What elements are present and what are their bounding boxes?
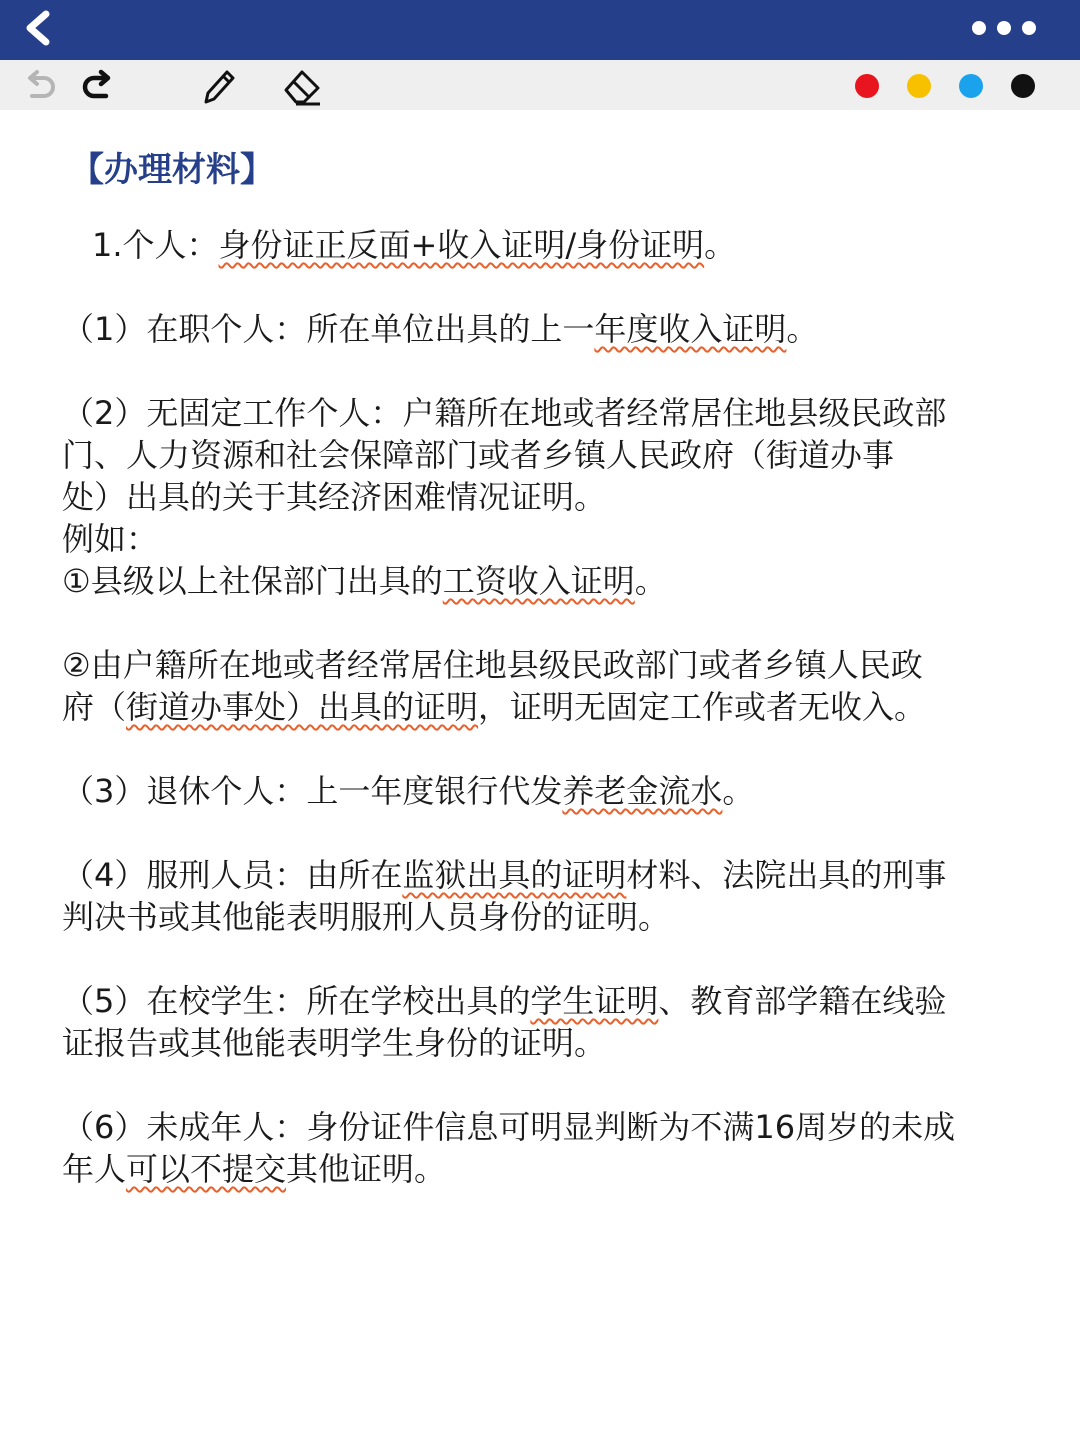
text-line: （2）无固定工作个人：户籍所在地或者经常居住地县级民政部 bbox=[62, 394, 947, 432]
text-line: 例如： bbox=[62, 520, 159, 558]
text-line: （3）退休个人：上一年度银行代发养老金流水。 bbox=[62, 772, 755, 810]
eraser-tool-button[interactable] bbox=[282, 66, 322, 106]
color-blue-swatch[interactable] bbox=[959, 74, 983, 98]
eraser-icon bbox=[282, 66, 322, 106]
undo-button[interactable] bbox=[20, 66, 60, 106]
more-dots-icon bbox=[968, 8, 1040, 48]
text-line: （5）在校学生：所在学校出具的学生证明、教育部学籍在线验 bbox=[62, 982, 947, 1020]
highlighted-text: 身份证正反面+收入证明/身份证明 bbox=[218, 226, 705, 264]
pen-icon bbox=[198, 66, 238, 106]
redo-button[interactable] bbox=[78, 66, 118, 106]
text-line: ①县级以上社保部门出具的工资收入证明。 bbox=[62, 562, 667, 600]
color-red-swatch[interactable] bbox=[855, 74, 879, 98]
text-line: 证报告或其他能表明学生身份的证明。 bbox=[62, 1024, 607, 1062]
highlighted-text: 学生证明 bbox=[530, 982, 659, 1020]
text-line: 年人可以不提交其他证明。 bbox=[62, 1150, 447, 1188]
top-bar bbox=[0, 0, 1080, 60]
highlighted-text: 街道办事处）出具的证明 bbox=[126, 688, 479, 726]
text-line: 门、人力资源和社会保障部门或者乡镇人民政府（街道办事 bbox=[62, 436, 895, 474]
highlighted-text: 养老金流水 bbox=[562, 772, 723, 810]
section-heading: 【办理材料】 bbox=[70, 150, 274, 190]
highlighted-text: 监狱出具的证明 bbox=[402, 856, 627, 894]
text-line: （1）在职个人：所在单位出具的上一年度收入证明。 bbox=[62, 310, 819, 348]
text-line: ②由户籍所在地或者经常居住地县级民政部门或者乡镇人民政 bbox=[62, 646, 923, 684]
undo-icon bbox=[20, 66, 60, 106]
highlighted-text: 可以不提交 bbox=[126, 1150, 287, 1188]
text-line: （4）服刑人员：由所在监狱出具的证明材料、法院出具的刑事 bbox=[62, 856, 947, 894]
color-black-swatch[interactable] bbox=[1011, 74, 1035, 98]
highlighted-text: 年度收入证明 bbox=[594, 310, 787, 348]
text-line: 判决书或其他能表明服刑人员身份的证明。 bbox=[62, 898, 671, 936]
chevron-left-icon bbox=[18, 8, 62, 52]
pen-tool-button[interactable] bbox=[198, 66, 238, 106]
redo-icon bbox=[78, 66, 118, 106]
color-yellow-swatch[interactable] bbox=[907, 74, 931, 98]
text-line: 处）出具的关于其经济困难情况证明。 bbox=[62, 478, 607, 516]
highlighted-text: 工资收入证明 bbox=[442, 562, 635, 600]
back-button[interactable] bbox=[18, 8, 62, 52]
text-line: （6）未成年人：身份证件信息可明显判断为不满16周岁的未成 bbox=[62, 1108, 956, 1146]
text-line: 府（街道办事处）出具的证明，证明无固定工作或者无收入。 bbox=[62, 688, 927, 726]
text-line: 1.个人：身份证正反面+收入证明/身份证明。 bbox=[92, 226, 737, 264]
more-options-button[interactable] bbox=[968, 8, 1040, 48]
